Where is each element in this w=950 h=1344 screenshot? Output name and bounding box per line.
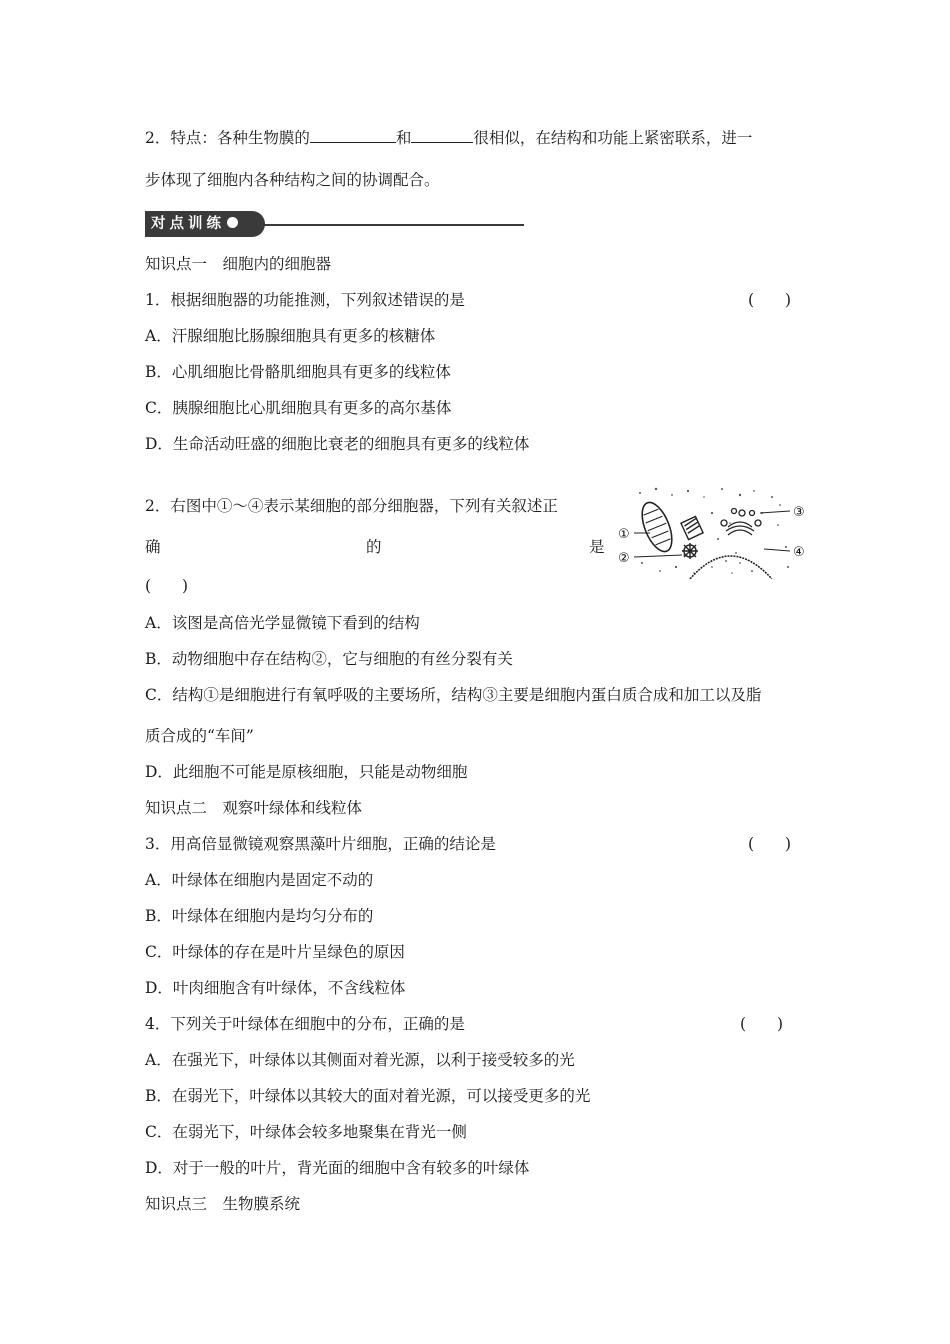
intro-line-1 <box>145 128 752 148</box>
banner-rule <box>260 224 524 226</box>
q1-option-c: C．胰腺细胞比心肌细胞具有更多的高尔基体 <box>145 399 452 417</box>
figure-label-1: ① <box>618 527 630 542</box>
q1-option-b: B．心肌细胞比骨骼肌细胞具有更多的线粒体 <box>145 363 451 381</box>
cell-organelles-figure <box>612 483 817 579</box>
practice-banner <box>145 211 265 237</box>
q3-option-b: B．叶绿体在细胞内是均匀分布的 <box>145 907 374 925</box>
q3-option-c: C．叶绿体的存在是叶片呈绿色的原因 <box>145 943 405 961</box>
q1-option-d: D．生命活动旺盛的细胞比衰老的细胞具有更多的线粒体 <box>145 435 530 453</box>
q2-option-c: C．结构①是细胞进行有氧呼吸的主要场所，结构③主要是细胞内蛋白质合成和加工以及脂 <box>145 686 762 704</box>
figure-label-2: ② <box>618 551 630 566</box>
banner-label: 对点训练 <box>151 216 225 232</box>
intro-text-b: 和 <box>395 129 412 147</box>
q2-word-1: 确 <box>145 538 161 556</box>
q2-option-c-continued: 质合成的“车间” <box>145 727 254 745</box>
intro-line-2: 步体现了细胞内各种结构之间的协调配合。 <box>145 171 440 189</box>
fill-blank-2[interactable] <box>411 128 473 143</box>
q2-word-3: 是 <box>589 538 605 556</box>
q4-option-c: C．在弱光下，叶绿体会较多地聚集在背光一侧 <box>145 1123 467 1141</box>
section-title-2: 知识点二 观察叶绿体和线粒体 <box>145 799 363 817</box>
q3-stem: 3．用高倍显微镜观察黑藻叶片细胞，正确的结论是 <box>145 835 496 853</box>
fill-blank-1[interactable] <box>310 128 396 143</box>
q3-option-a: A．叶绿体在细胞内是固定不动的 <box>145 871 374 889</box>
section-title-1: 知识点一 细胞内的细胞器 <box>145 255 332 273</box>
q3-answer-paren[interactable]: ( ) <box>748 835 792 853</box>
q2-option-b: B．动物细胞中存在结构②，它与细胞的有丝分裂有关 <box>145 650 513 668</box>
q4-option-a: A．在强光下，叶绿体以其侧面对着光源，以利于接受较多的光 <box>145 1051 575 1069</box>
intro-text-c: 很相似，在结构和功能上紧密联系，进一 <box>473 129 753 147</box>
q2-stem-continued <box>145 535 605 557</box>
q4-option-b: B．在弱光下，叶绿体以其较大的面对着光源，可以接受更多的光 <box>145 1087 591 1105</box>
q4-answer-paren[interactable]: ( ) <box>740 1015 784 1033</box>
section-title-3: 知识点三 生物膜系统 <box>145 1195 301 1213</box>
intro-text-a: 2．特点：各种生物膜的 <box>145 129 310 147</box>
figure-label-4: ④ <box>793 545 805 560</box>
q1-stem: 1．根据细胞器的功能推测，下列叙述错误的是 <box>145 291 465 309</box>
bullet-dot-icon <box>227 217 238 228</box>
q4-stem: 4．下列关于叶绿体在细胞中的分布，正确的是 <box>145 1015 465 1033</box>
q2-answer-paren[interactable]: ( ) <box>145 577 189 595</box>
q2-stem: 2．右图中①～④表示某细胞的部分细胞器，下列有关叙述正 <box>145 497 558 515</box>
q1-option-a: A．汗腺细胞比肠腺细胞具有更多的核糖体 <box>145 327 436 345</box>
q2-option-d: D．此细胞不可能是原核细胞，只能是动物细胞 <box>145 763 468 781</box>
q2-option-a: A．该图是高倍光学显微镜下看到的结构 <box>145 614 420 632</box>
q4-option-d: D．对于一般的叶片，背光面的细胞中含有较多的叶绿体 <box>145 1159 530 1177</box>
q2-word-2: 的 <box>366 538 382 556</box>
q1-answer-paren[interactable]: ( ) <box>748 291 792 309</box>
figure-label-3: ③ <box>793 505 805 520</box>
q3-option-d: D．叶肉细胞含有叶绿体，不含线粒体 <box>145 979 406 997</box>
